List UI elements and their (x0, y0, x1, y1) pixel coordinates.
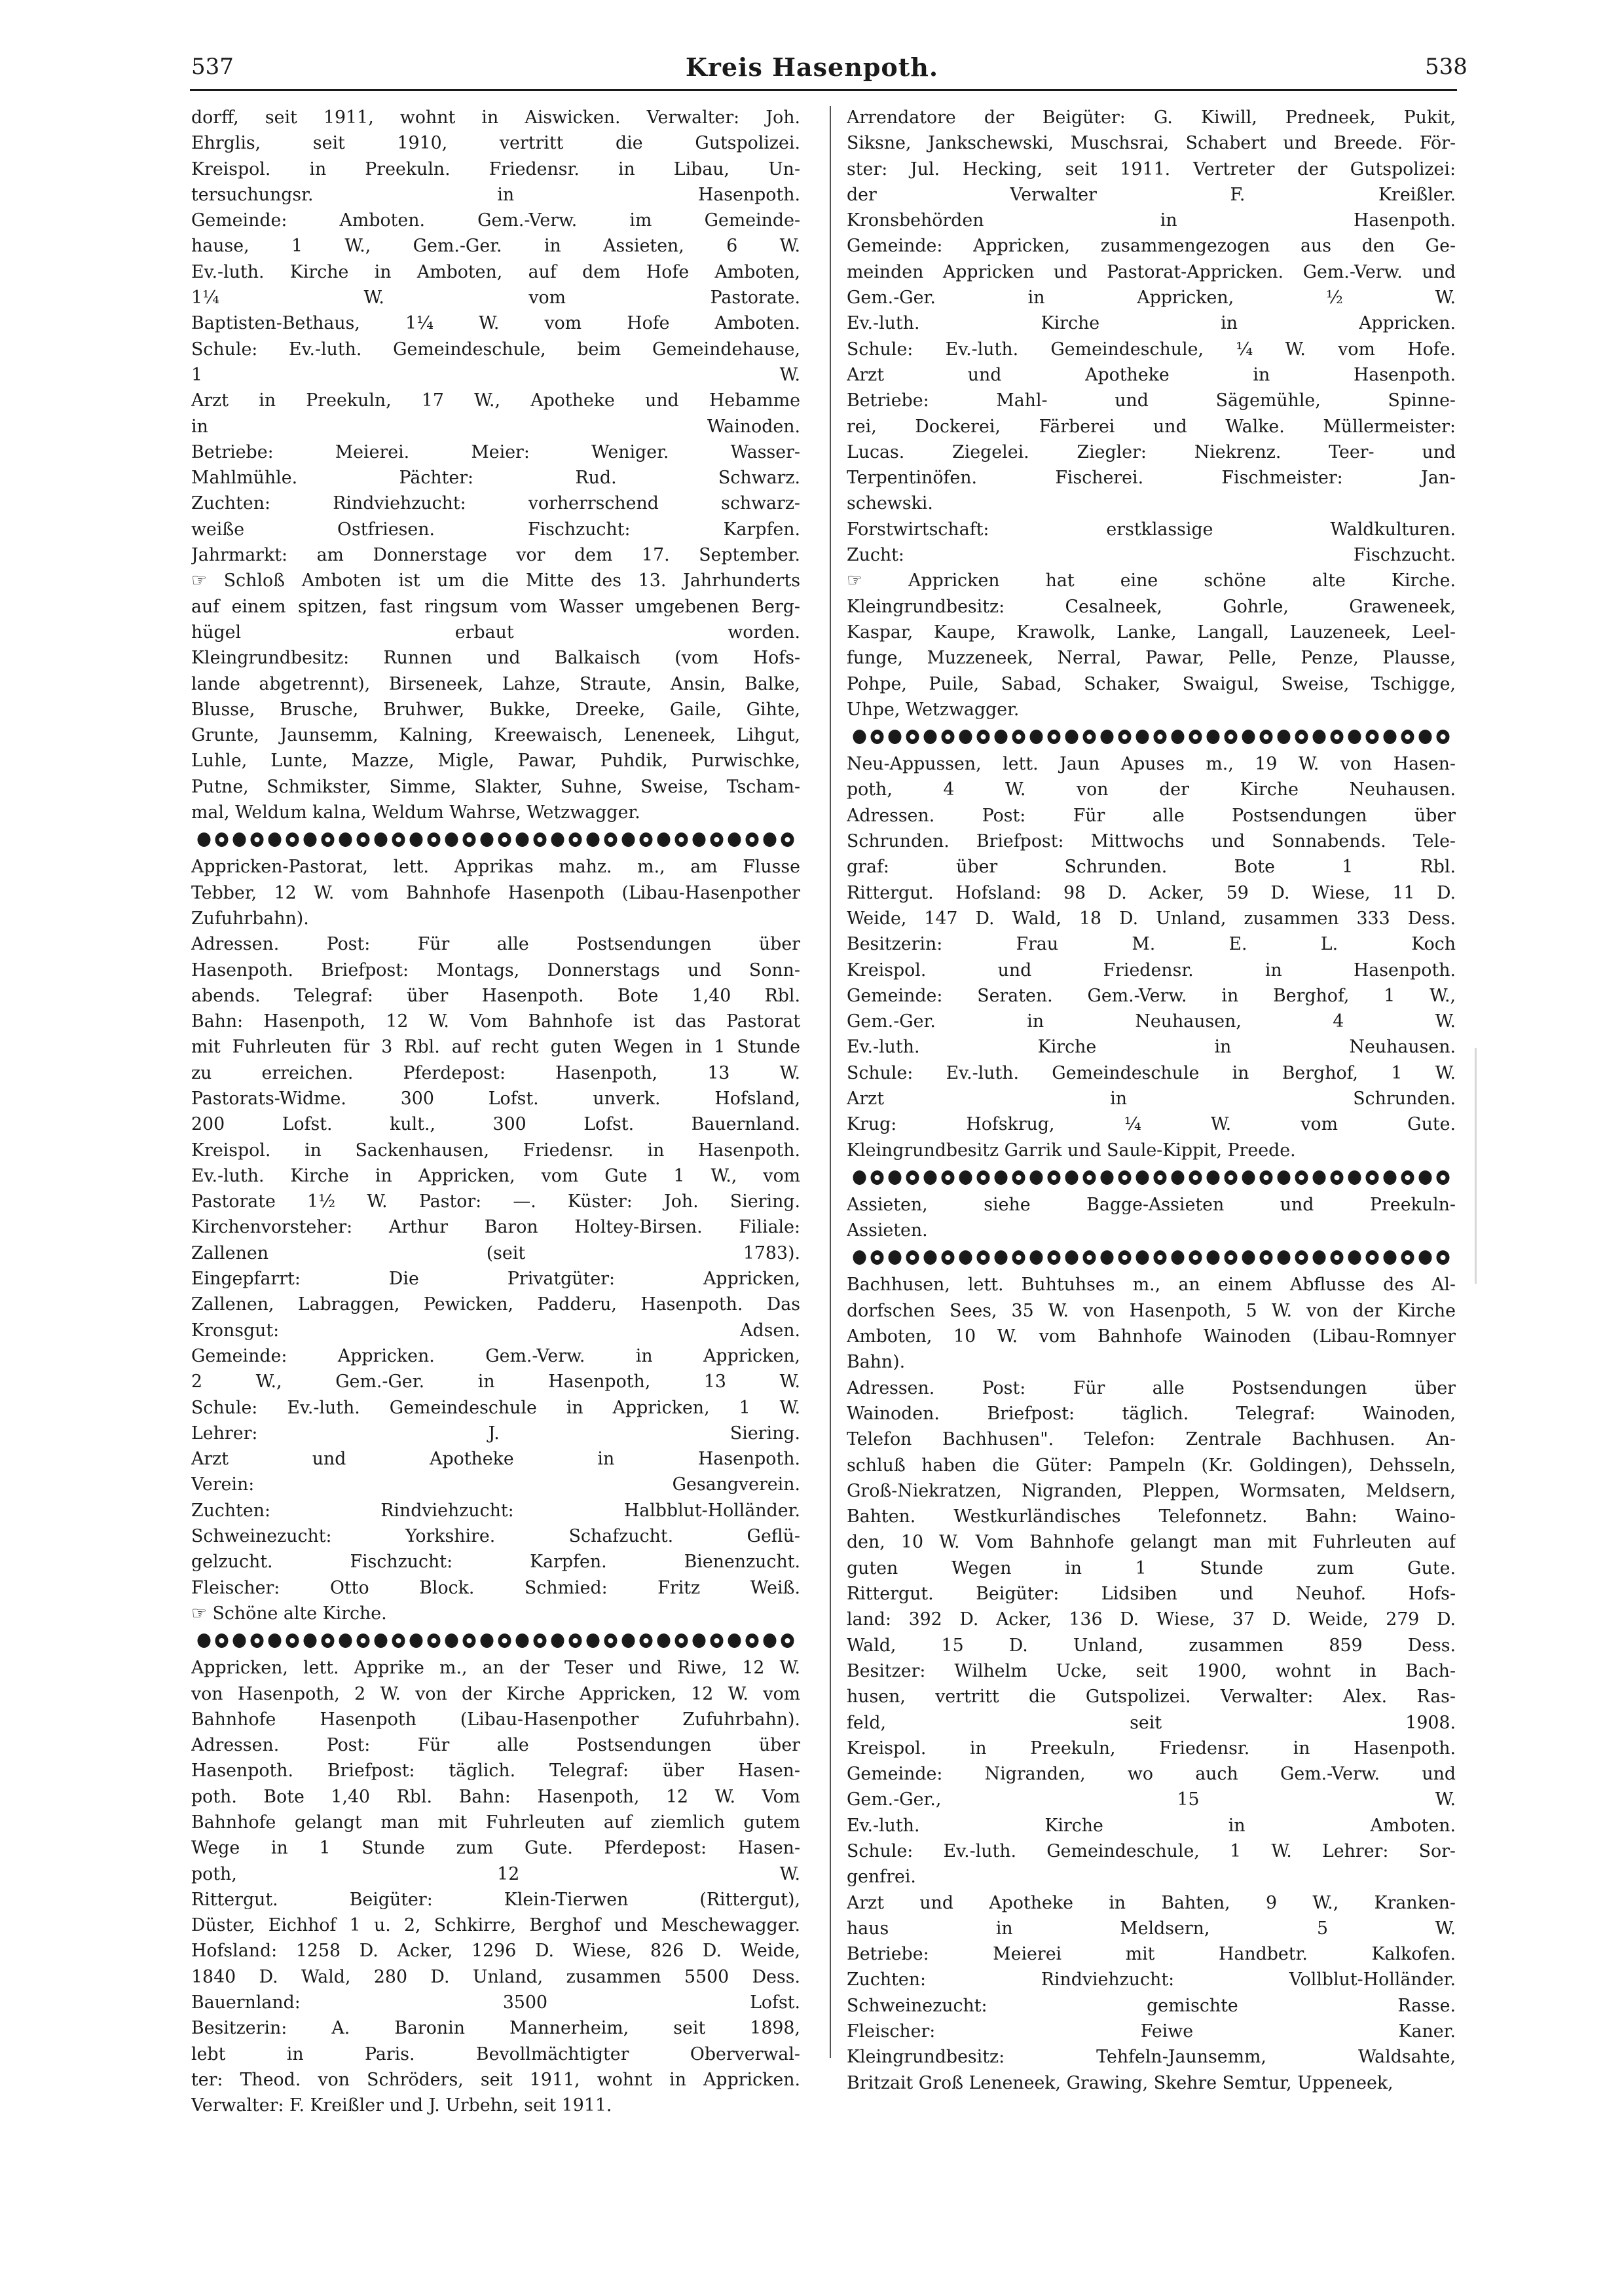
text-line: Zuchten: Rindviehzucht: Vollblut-Holländer. (847, 1969, 1456, 1990)
text-line: Ehrglis, seit 1910, vertritt die Gutspolizei. (191, 133, 800, 154)
text-line: Wald, 15 D. Unland, zusammen 859 Dess. (847, 1635, 1456, 1656)
text-line: guten Wegen in 1 Stunde zum Gute. (847, 1558, 1456, 1578)
text-line: poth, 12 W. (191, 1863, 800, 1884)
text-line: Schule: Ev.-luth. Gemeindeschule in Appricken, 1 W. (191, 1397, 800, 1418)
text-line: Baptisten-Bethaus, 1¼ W. vom Hofe Amboten. (191, 313, 800, 334)
text-line: tersuchungsr. in Hasenpoth. (191, 184, 800, 205)
text-line: Fleischer: Otto Block. Schmied: Fritz Weiß. (191, 1577, 800, 1598)
text-line: Gem.-Ger., 15 W. (847, 1789, 1456, 1810)
left-column (191, 105, 800, 2119)
text-line: Besitzerin: A. Baronin Mannerheim, seit 1898, (191, 2018, 800, 2039)
text-line: 1840 D. Wald, 280 D. Unland, zusammen 5500 Dess. (191, 1966, 800, 1987)
text-line: auf einem spitzen, fast ringsum vom Wasser umgebenen Berg- (191, 596, 800, 617)
text-line: Putne, Schmikster, Simme, Slakter, Suhne, Sweise, Tscham- (191, 776, 800, 797)
text-line: lande abgetrennt), Birseneek, Lahze, Straute, Ansin, Balke, (191, 673, 800, 694)
section-separator (191, 829, 800, 850)
text-line: Arzt und Apotheke in Bahten, 9 W., Kranken- (847, 1892, 1456, 1913)
text-line: Blusse, Brusche, Bruhwer, Bukke, Dreeke, Gaile, Gihte, (191, 699, 800, 720)
text-line: Verwalter: F. Kreißler und J. Urbehn, seit 1911. (191, 2095, 612, 2116)
text-line: Gemeinde: Seraten. Gem.-Verw. in Berghof, 1 W., (847, 985, 1456, 1006)
text-line: Pastorats-Widme. 300 Lofst. unverk. Hofsland, (191, 1088, 800, 1109)
text-line: ☞ Appricken hat eine schöne alte Kirche. (847, 570, 1456, 591)
text-line: dorfschen Sees, 35 W. von Hasenpoth, 5 W. von der Kirche (847, 1300, 1456, 1321)
text-line: 1 W. (191, 364, 800, 385)
text-line: Adressen. Post: Für alle Postsendungen über (847, 805, 1456, 826)
text-line: Gemeinde: Appricken. Gem.-Verw. in Appricken, (191, 1345, 800, 1366)
text-line: Assieten. (847, 1220, 928, 1241)
text-line: Kleingrundbesitz: Tehfeln-Jaunsemm, Waldsahte, (847, 2047, 1456, 2068)
text-line: Bahn). (847, 1352, 906, 1373)
text-line: Kirchenvorsteher: Arthur Baron Holtey-Birsen. Filiale: (191, 1217, 800, 1238)
text-line: Kreispol. in Preekuln, Friedensr. in Hasenpoth. (847, 1738, 1456, 1759)
text-line: mal, Weldum kalna, Weldum Wahrse, Wetzwagger. (191, 802, 640, 823)
text-line: Mahlmühle. Pächter: Rud. Schwarz. (191, 468, 800, 489)
text-line: Arrendatore der Beigüter: G. Kiwill, Predneek, Pukit, (847, 107, 1456, 128)
text-line: Besitzerin: Frau M. E. L. Koch (847, 934, 1456, 955)
text-line: Fleischer: Feiwe Kaner. (847, 2021, 1456, 2042)
text-line: Kronsgut: Adsen. (191, 1320, 800, 1341)
text-line: zu erreichen. Pferdepost: Hasenpoth, 13 W. (191, 1062, 800, 1083)
text-line: hügel erbaut worden. (191, 622, 800, 643)
text-line: in Wainoden. (191, 416, 800, 437)
text-line: Besitzer: Wilhelm Ucke, seit 1900, wohnt in Bach- (847, 1660, 1456, 1681)
text-line: Arzt in Preekuln, 17 W., Apotheke und Hebamme (191, 390, 800, 411)
text-line: 2 W., Gem.-Ger. in Hasenpoth, 13 W. (191, 1371, 800, 1392)
text-line: land: 392 D. Acker, 136 D. Wiese, 37 D. Weide, 279 D. (847, 1609, 1456, 1630)
text-line: Schweinezucht: Yorkshire. Schafzucht. Geflü- (191, 1526, 800, 1547)
section-separator (191, 1630, 800, 1651)
text-line: Hofsland: 1258 D. Acker, 1296 D. Wiese, 826 D. Weide, (191, 1941, 800, 1962)
text-line: Ev.-luth. Kirche in Neuhausen. (847, 1037, 1456, 1058)
text-line: Schule: Ev.-luth. Gemeindeschule, beim Gemeindehause, (191, 339, 800, 360)
text-line: Eingepfarrt: Die Privatgüter: Appricken, (191, 1269, 800, 1290)
text-line: Terpentinöfen. Fischerei. Fischmeister: Jan- (847, 468, 1456, 489)
text-line: Ev.-luth. Kirche in Appricken. (847, 313, 1456, 334)
text-line: Betriebe: Meierei mit Handbetr. Kalkofen. (847, 1944, 1456, 1965)
text-line: funge, Muzzeneek, Nerral, Pawar, Pelle, Penze, Plausse, (847, 648, 1456, 669)
text-line: Luhle, Lunte, Mazze, Migle, Pawar, Puhdik, Purwischke, (191, 751, 800, 772)
text-line: Arzt und Apotheke in Hasenpoth. (847, 364, 1456, 385)
text-line: Neu-Appussen, lett. Jaun Apuses m., 19 W. von Hasen- (847, 754, 1456, 775)
text-line: ter: Theod. von Schröders, seit 1911, wohnt in Appricken. (191, 2069, 800, 2090)
text-line: Schule: Ev.-luth. Gemeindeschule, ¼ W. vom Hofe. (847, 339, 1456, 360)
text-line: Kaspar, Kaupe, Krawolk, Lanke, Langall, Lauzeneek, Leel- (847, 622, 1456, 643)
text-line: husen, vertritt die Gutspolizei. Verwalter: Alex. Ras- (847, 1687, 1456, 1707)
column-divider (830, 106, 831, 2058)
section-separator (847, 1247, 1456, 1268)
text-line: schluß haben die Güter: Pampeln (Kr. Goldingen), Dehsseln, (847, 1455, 1456, 1476)
text-line: Tebber, 12 W. vom Bahnhofe Hasenpoth (Libau-Hasenpother (191, 882, 800, 903)
text-line: Kreispol. in Sackenhausen, Friedensr. in Hasenpoth. (191, 1140, 800, 1161)
text-line: Kleingrundbesitz: Runnen und Balkaisch (vom Hofs- (191, 648, 800, 669)
text-line: der Verwalter F. Kreißler. (847, 184, 1456, 205)
text-line: Assieten, siehe Bagge-Assieten und Preekuln- (847, 1194, 1456, 1215)
text-line: Hasenpoth. Briefpost: Montags, Donnerstags und Sonn- (191, 960, 800, 980)
text-line: meinden Appricken und Pastorat-Appricken. Gem.-Verw. und (847, 261, 1456, 282)
text-line: 200 Lofst. kult., 300 Lofst. Bauernland. (191, 1114, 800, 1135)
margin-mark (1475, 1048, 1477, 1284)
text-line: poth, 4 W. von der Kirche Neuhausen. (847, 779, 1456, 800)
text-line: Jahrmarkt: am Donnerstage vor dem 17. September. (191, 545, 800, 566)
text-line: Hasenpoth. Briefpost: täglich. Telegraf: über Hasen- (191, 1761, 800, 1782)
text-line: gelzucht. Fischzucht: Karpfen. Bienenzucht. (191, 1552, 800, 1573)
text-line: Ev.-luth. Kirche in Appricken, vom Gute 1 W., vom (191, 1165, 800, 1186)
text-line: Gemeinde: Appricken, zusammengezogen aus den Ge- (847, 236, 1456, 257)
text-line: Kleingrundbesitz Garrik und Saule-Kippit, Preede. (847, 1140, 1296, 1161)
text-line: Schule: Ev.-luth. Gemeindeschule in Berghof, 1 W. (847, 1062, 1456, 1083)
text-line: Pohpe, Puile, Sabad, Schaker, Swaigul, Sweise, Tschigge, (847, 673, 1456, 694)
text-line: poth. Bote 1,40 Rbl. Bahn: Hasenpoth, 12 W. Vom (191, 1786, 800, 1807)
text-line: ☞ Schloß Amboten ist um die Mitte des 13. Jahrhunderts (191, 570, 800, 591)
text-line: Kreispol. in Preekuln. Friedensr. in Libau, Un- (191, 159, 800, 179)
text-line: Zallenen, Labraggen, Pewicken, Padderu, Hasenpoth. Das (191, 1294, 800, 1315)
text-line: Betriebe: Meierei. Meier: Weniger. Wasser- (191, 441, 800, 462)
text-line: Telefon Bachhusen". Telefon: Zentrale Bachhusen. An- (847, 1429, 1456, 1450)
text-line: Zufuhrbahn). (191, 908, 309, 929)
text-line: Amboten, 10 W. vom Bahnhofe Wainoden (Libau-Romnyer (847, 1326, 1456, 1347)
text-line: Zallenen (seit 1783). (191, 1242, 800, 1263)
text-line: Zuchten: Rindviehzucht: vorherrschend schwarz- (191, 493, 800, 514)
text-line: Bahnhofe Hasenpoth (Libau-Hasenpother Zufuhrbahn). (191, 1709, 800, 1730)
text-line: Betriebe: Mahl- und Sägemühle, Spinne- (847, 390, 1456, 411)
header-rule (190, 89, 1457, 91)
text-line: hause, 1 W., Gem.-Ger. in Assieten, 6 W. (191, 236, 800, 257)
text-line: von Hasenpoth, 2 W. von der Kirche Appricken, 12 W. vom (191, 1683, 800, 1704)
text-line: haus in Meldsern, 5 W. (847, 1918, 1456, 1939)
text-line: Wainoden. Briefpost: täglich. Telegraf: Wainoden, (847, 1403, 1456, 1424)
text-line: Gem.-Ger. in Neuhausen, 4 W. (847, 1011, 1456, 1032)
text-line: Ev.-luth. Kirche in Amboten, auf dem Hofe Amboten, (191, 261, 800, 282)
text-line: lebt in Paris. Bevollmächtigter Oberverwal- (191, 2043, 800, 2064)
text-line: Bahnhofe gelangt man mit Fuhrleuten auf ziemlich gutem (191, 1812, 800, 1833)
text-line: schewski. (847, 493, 933, 514)
text-line: ster: Jul. Hecking, seit 1911. Vertreter der Gutspolizei: (847, 159, 1456, 179)
text-line: Adressen. Post: Für alle Postsendungen über (191, 934, 800, 955)
text-line: Uhpe, Wetzwagger. (847, 699, 1020, 720)
text-line: Verein: Gesangverein. (191, 1474, 800, 1495)
running-title: Kreis Hasenpoth. (685, 52, 939, 82)
text-line: graf: über Schrunden. Bote 1 Rbl. (847, 857, 1456, 878)
text-line: Groß-Niekratzen, Nigranden, Pleppen, Wormsaten, Meldsern, (847, 1480, 1456, 1501)
text-line: 1¼ W. vom Pastorate. (191, 288, 800, 308)
text-line: Weide, 147 D. Wald, 18 D. Unland, zusammen 333 Dess. (847, 908, 1456, 929)
text-line: Kreispol. und Friedensr. in Hasenpoth. (847, 960, 1456, 980)
text-line: Appricken, lett. Apprike m., an der Teser und Riwe, 12 W. (191, 1658, 800, 1679)
text-line: Schweinezucht: gemischte Rasse. (847, 1995, 1456, 2016)
text-line: Bahten. Westkurländisches Telefonnetz. Bahn: Waino- (847, 1506, 1456, 1527)
page-number-right: 538 (1425, 54, 1467, 80)
text-line: Siksne, Jankschewski, Muschsrai, Schabert und Breede. För- (847, 133, 1456, 154)
text-line: dorff, seit 1911, wohnt in Aiswicken. Verwalter: Joh. (191, 107, 800, 128)
text-line: Ev.-luth. Kirche in Amboten. (847, 1815, 1456, 1836)
text-line: Lucas. Ziegelei. Ziegler: Niekrenz. Teer- und (847, 441, 1456, 462)
text-line: Gemeinde: Amboten. Gem.-Verw. im Gemeinde- (191, 210, 800, 231)
text-line: Forstwirtschaft: erstklassige Waldkulturen. (847, 519, 1456, 540)
text-line: Wege in 1 Stunde zum Gute. Pferdepost: Hasen- (191, 1838, 800, 1859)
text-line: Bahn: Hasenpoth, 12 W. Vom Bahnhofe ist das Pastorat (191, 1011, 800, 1032)
text-line: den, 10 W. Vom Bahnhofe gelangt man mit Fuhrleuten auf (847, 1532, 1456, 1553)
text-line: Schrunden. Briefpost: Mittwochs und Sonnabends. Tele- (847, 831, 1456, 852)
text-line: Rittergut. Beigüter: Klein-Tierwen (Rittergut), (191, 1889, 800, 1910)
text-line: Rittergut. Hofsland: 98 D. Acker, 59 D. Wiese, 11 D. (847, 882, 1456, 903)
section-separator (847, 1167, 1456, 1188)
text-line: Arzt und Apotheke in Hasenpoth. (191, 1449, 800, 1470)
text-line: weiße Ostfriesen. Fischzucht: Karpfen. (191, 519, 800, 540)
text-line: Bauernland: 3500 Lofst. (191, 1992, 800, 2013)
text-line: Adressen. Post: Für alle Postsendungen über (191, 1735, 800, 1756)
text-line: Lehrer: J. Siering. (191, 1423, 800, 1444)
text-line: Schule: Ev.-luth. Gemeindeschule, 1 W. Lehrer: Sor- (847, 1841, 1456, 1861)
text-line: ☞ Schöne alte Kirche. (191, 1603, 387, 1624)
section-separator (847, 726, 1456, 747)
text-line: Kronsbehörden in Hasenpoth. (847, 210, 1456, 231)
text-line: Gem.-Ger. in Appricken, ½ W. (847, 288, 1456, 308)
text-line: Krug: Hofskrug, ¼ W. vom Gute. (847, 1114, 1456, 1135)
text-line: abends. Telegraf: über Hasenpoth. Bote 1,40 Rbl. (191, 985, 800, 1006)
text-line: Bachhusen, lett. Buhtuhses m., an einem Abflusse des Al- (847, 1275, 1456, 1296)
text-line: rei, Dockerei, Färberei und Walke. Müllermeister: (847, 416, 1456, 437)
text-line: Zuchten: Rindviehzucht: Halbblut-Holländer. (191, 1500, 800, 1521)
text-line: genfrei. (847, 1867, 916, 1888)
text-line: Kleingrundbesitz: Cesalneek, Gohrle, Graweneek, (847, 596, 1456, 617)
right-column (847, 105, 1456, 2096)
text-line: Rittergut. Beigüter: Lidsiben und Neuhof. Hofs- (847, 1584, 1456, 1605)
text-line: Appricken-Pastorat, lett. Apprikas mahz. m., am Flusse (191, 857, 800, 878)
text-line: Grunte, Jaunsemm, Kalning, Kreewaisch, Leneneek, Lihgut, (191, 725, 800, 746)
text-line: Adressen. Post: Für alle Postsendungen über (847, 1377, 1456, 1398)
text-line: Zucht: Fischzucht. (847, 545, 1456, 566)
text-line: mit Fuhrleuten für 3 Rbl. auf recht guten Wegen in 1 Stunde (191, 1037, 800, 1058)
text-line: Düster, Eichhof 1 u. 2, Schkirre, Berghof und Meschewagger. (191, 1915, 800, 1936)
text-line: Gemeinde: Nigranden, wo auch Gem.-Verw. und (847, 1764, 1456, 1785)
page-number-left: 537 (191, 54, 234, 80)
text-line: Arzt in Schrunden. (847, 1088, 1456, 1109)
text-line: Pastorate 1½ W. Pastor: —. Küster: Joh. Siering. (191, 1191, 800, 1212)
text-line: Britzait Groß Leneneek, Grawing, Skehre Semtur, Uppeneek, (847, 2072, 1393, 2093)
text-line: feld, seit 1908. (847, 1712, 1456, 1733)
